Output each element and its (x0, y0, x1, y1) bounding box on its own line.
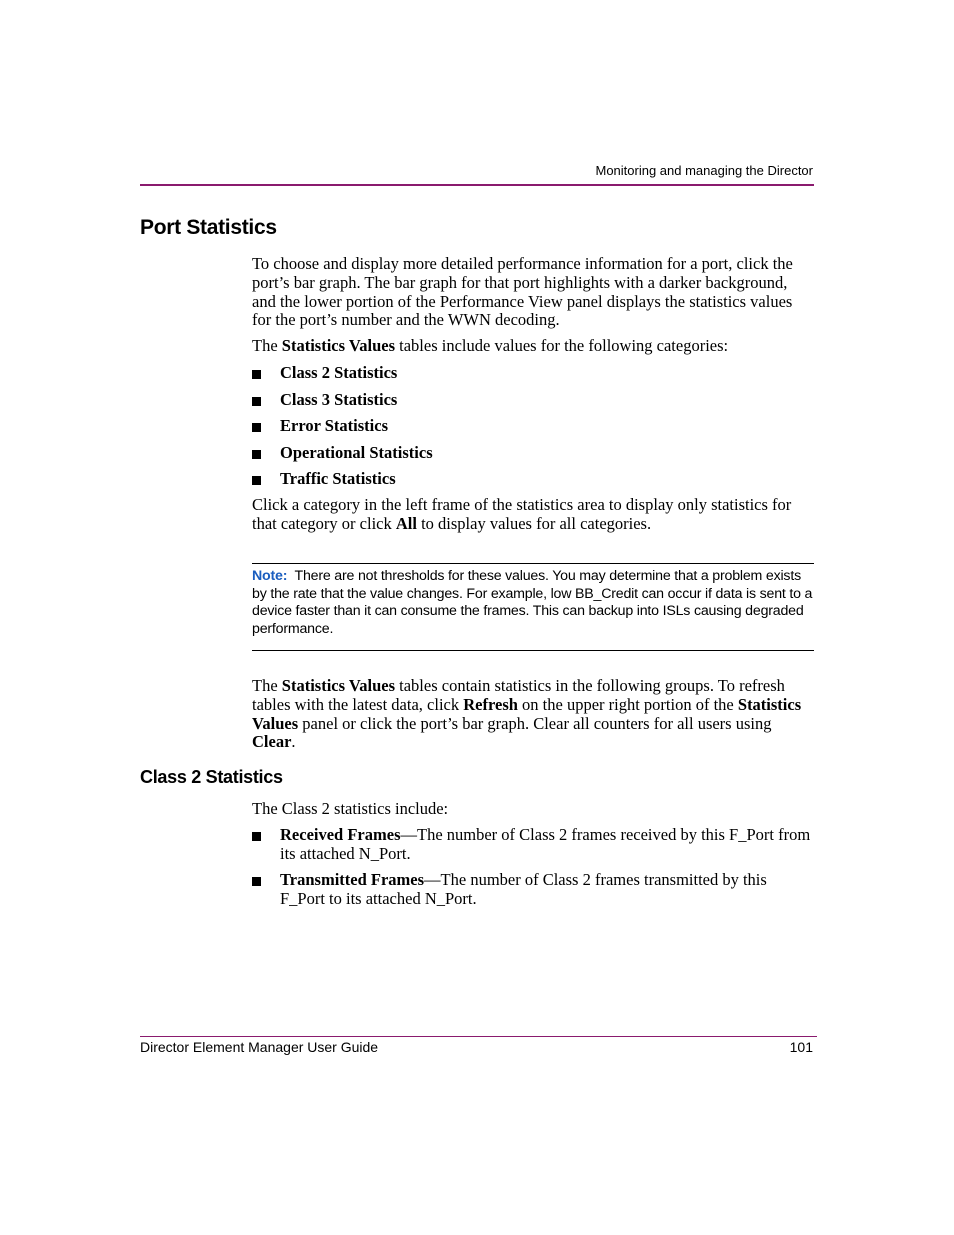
category-click-paragraph: Click a category in the left frame of the statistics area to display only statistics for that category or click All to display values for all categories. (252, 495, 792, 533)
categories-lead-bold: Statistics Values (281, 336, 396, 355)
categories-lead-pre: The (252, 336, 282, 355)
note-box (252, 568, 814, 638)
running-header: Monitoring and managing the Director (595, 163, 813, 178)
footer-page-number: 101 (789, 1039, 813, 1055)
category-list (252, 364, 814, 497)
categories-lead-post: tables include values for the following categories: (395, 336, 729, 355)
bullet-square-icon (252, 423, 261, 432)
list-item: Traffic Statistics (252, 470, 814, 497)
bullet-square-icon (252, 370, 261, 379)
subsection-title: Class 2 Statistics (140, 767, 283, 787)
categories-lead (252, 337, 814, 356)
list-item: Class 3 Statistics (252, 391, 814, 418)
footer-guide-title: Director Element Manager User Guide (140, 1039, 379, 1055)
note-label: Note: (252, 568, 288, 584)
note-top-rule (252, 563, 814, 564)
bullet-square-icon (252, 877, 261, 886)
bullet-square-icon (252, 832, 261, 841)
note-text: There are not thresholds for these values. You may determine that a problem exists by the rate that the value changes. For example, low BB_Credit can occur if data is sent to a device faster than it can consume the frames. This can backup into ISLs causing degraded performance. (252, 568, 813, 637)
footer-rule (140, 1036, 817, 1037)
list-item: Operational Statistics (252, 444, 814, 471)
groups-paragraph: The Statistics Values tables contain statistics in the following groups. To refresh tables with the latest data, click Refresh on the upper right portion of the Statistics Values panel or click the port’s bar graph. Clear all counters for all users using Clear. (252, 676, 802, 752)
bullet-square-icon (252, 476, 261, 485)
section-title: Port Statistics (140, 216, 277, 239)
bullet-square-icon (252, 450, 261, 459)
list-item: Transmitted Frames—The number of Class 2 frames transmitted by this F_Port to its attached N_Port. (252, 871, 814, 916)
header-rule (140, 184, 814, 186)
subsection-intro: The Class 2 statistics include: (252, 799, 449, 818)
note-bottom-rule (252, 650, 814, 651)
bullet-square-icon (252, 397, 261, 406)
intro-text: To choose and display more detailed performance information for a port, click the port’s bar graph. The bar graph for that port highlights with a darker background, and the lower portion of the Performance View panel displays the statistics values for the port’s number and the WWN decoding. (252, 254, 793, 330)
list-item: Received Frames—The number of Class 2 frames received by this F_Port from its attached N_Port. (252, 826, 814, 871)
class2-list (252, 826, 814, 916)
list-item: Class 2 Statistics (252, 364, 814, 391)
intro-paragraph (252, 255, 814, 330)
list-item: Error Statistics (252, 417, 814, 444)
